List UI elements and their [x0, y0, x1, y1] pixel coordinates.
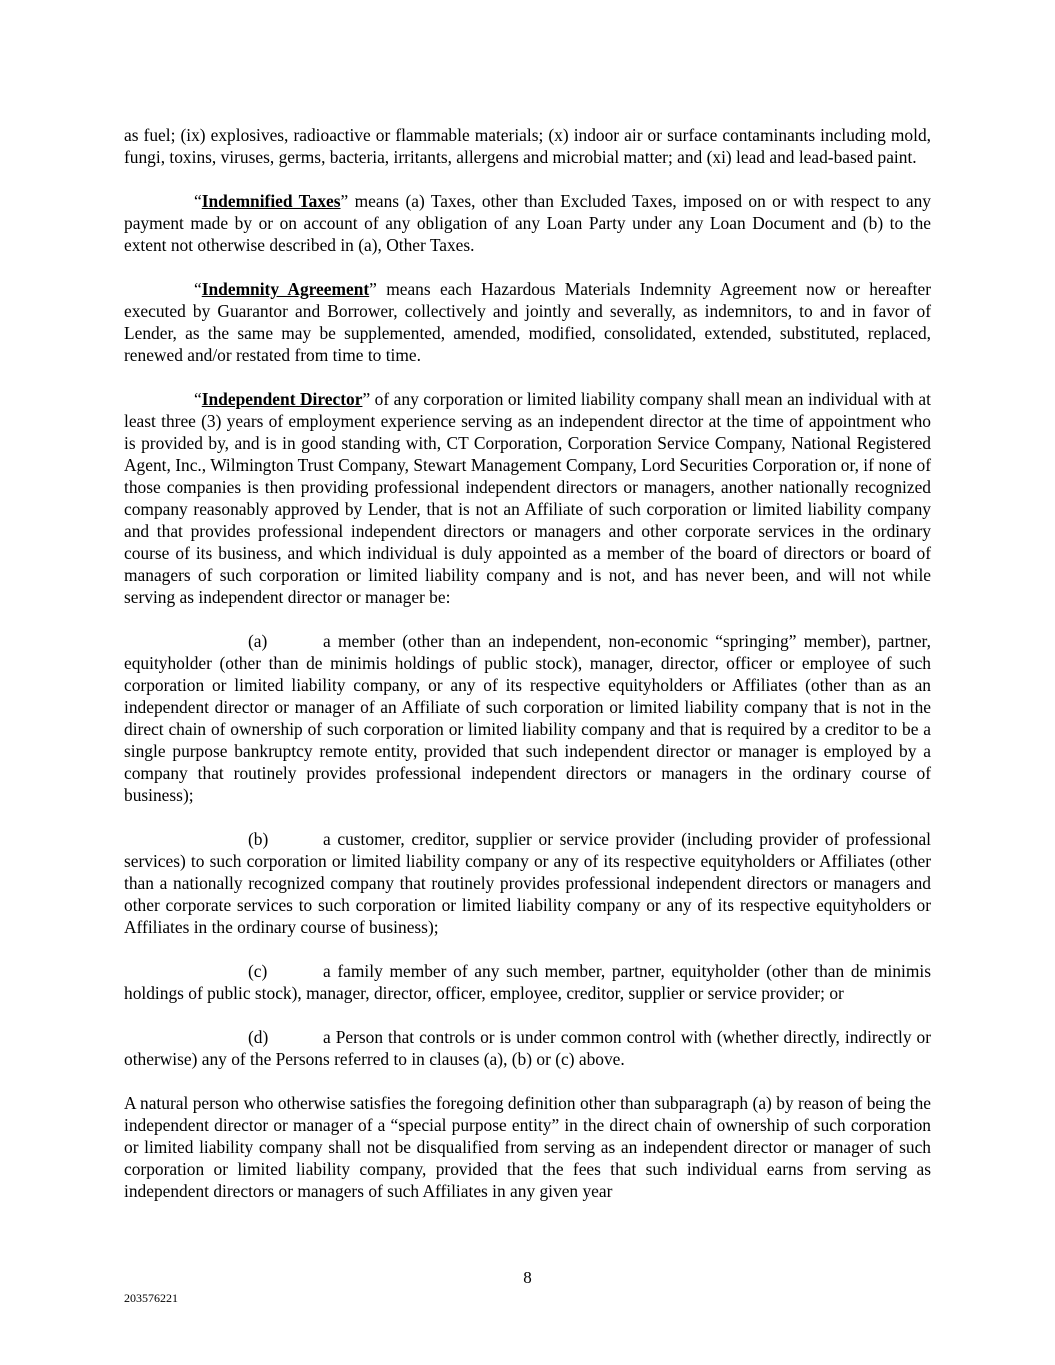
defined-term: Indemnified Taxes [201, 191, 341, 211]
definition-text: ” means (a) Taxes, other than Excluded Taxes, imposed on or with respect to any payment made by or on account of any obligation of any Loan Party under any Loan Document and (b) to the extent not otherwise described in (a), Other Taxes. [124, 191, 932, 255]
clause-c [124, 960, 931, 1004]
clause-b [124, 828, 931, 938]
document-page [124, 124, 931, 1224]
clause-label: (d) [248, 1027, 269, 1047]
paragraph-continuation: as fuel; (ix) explosives, radioactive or flammable materials; (x) indoor air or surface contaminants including mold, fungi, toxins, viruses, germs, bacteria, irritants, allergens and microbial matter; and (xi) lead and lead-based paint. [124, 125, 931, 167]
clause-text: a family member of any such member, partner, equityholder (other than de minimis holdings of public stock), manager, director, officer, employee, creditor, supplier or service provider; or [124, 961, 931, 1003]
clause-a [124, 630, 931, 806]
definition-text: ” of any corporation or limited liability company shall mean an individual with at least three (3) years of employment experience serving as an independent director at the time of appointment who is provided by, and is in good standing with, CT Corporation, Corporation Service Company, National Registered Agent, Inc., Wilmington Trust Company, Stewart Management Company, Lord Securities Corporation or, if none of those companies is then providing professional independent directors or managers, another nationally recognized company reasonably approved by Lender, that is not an Affiliate of such corporation or limited liability company and that provides professional independent directors or managers and other corporate services in the ordinary course of its business, and which individual is duly appointed as a member of the board of directors or board of managers of such corporation or limited liability company and is not, and has never been, and will not while serving as independent director or manager be: [124, 389, 931, 607]
clause-label: (a) [248, 631, 268, 651]
clause-text: a customer, creditor, supplier or service provider (including provider of professional services) to such corporation or limited liability company or any of its respective equityholders or Affiliates (other than a nationally recognized company that routinely provides professional independent directors or managers and other corporate services to such corporation or limited liability company or any of its respective equityholders or Affiliates in the ordinary course of business); [124, 829, 931, 937]
defined-term: Independent Director [201, 389, 363, 409]
clause-label: (b) [248, 829, 269, 849]
defined-term: Indemnity Agreement [201, 279, 370, 299]
open-quote: “ [194, 191, 202, 211]
definition-independent-director [124, 388, 931, 608]
definition-indemnified-taxes [124, 190, 931, 256]
page-number: 8 [523, 1268, 532, 1287]
definition-indemnity-agreement [124, 278, 931, 366]
open-quote: “ [194, 279, 202, 299]
paragraph-natural-person: A natural person who otherwise satisfies the foregoing definition other than subparagraph (a) by reason of being the independent director or manager of a “special purpose entity” in the direct chain of ownership of such corporation or limited liability company shall not be disqualified from serving as an independent director or manager of such corporation or limited liability company, provided that the fees that such individual earns from serving as independent directors or managers of such Affiliates in any given year [124, 1093, 931, 1201]
definition-text: ” means each Hazardous Materials Indemnity Agreement now or hereafter executed by Guarantor and Borrower, collectively and jointly and severally, as indemnitors, to and in favor of Lender, as the same may be supplemented, amended, modified, consolidated, extended, substituted, replaced, renewed and/or restated from time to time. [124, 279, 931, 365]
document-id: 203576221 [124, 1291, 178, 1305]
open-quote: “ [194, 389, 202, 409]
clause-d [124, 1026, 931, 1070]
clause-label: (c) [248, 961, 268, 981]
clause-text: a member (other than an independent, non-economic “springing” member), partner, equityholder (other than de minimis holdings of public stock), manager, director, officer or employee of such corporation or limited liability company, or any of its respective equityholders or Affiliates (other than as an independent director or manager of an Affiliate of such corporation or limited liability company that is not in the direct chain of ownership of such corporation or limited liability company and that is required by a creditor to be a single purpose bankruptcy remote entity, provided that such independent director or manager is employed by a company that routinely provides professional independent directors or managers in the ordinary course of business); [124, 631, 931, 805]
clause-text: a Person that controls or is under common control with (whether directly, indirectly or otherwise) any of the Persons referred to in clauses (a), (b) or (c) above. [124, 1027, 931, 1069]
